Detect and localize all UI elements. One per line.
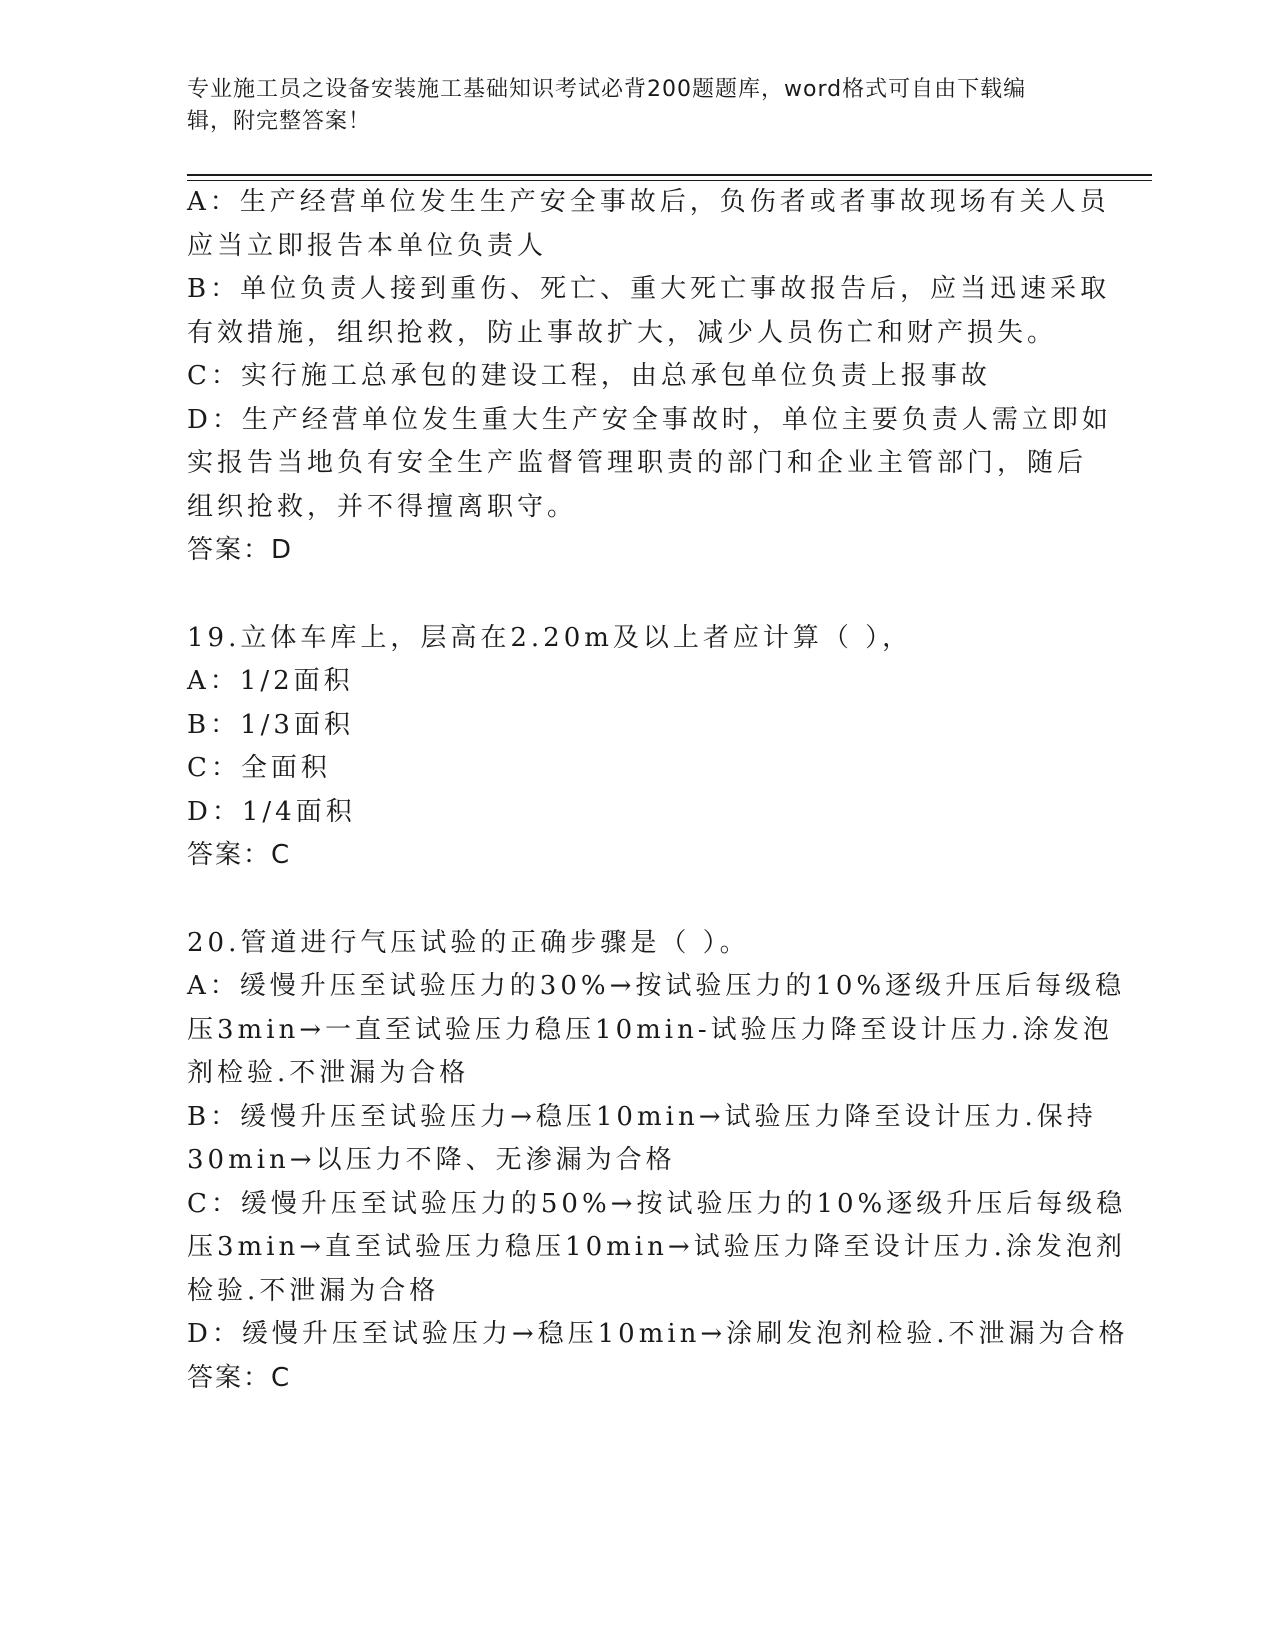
header-divider-thick xyxy=(187,174,1152,176)
q19-option-a: A：1/2面积 xyxy=(187,666,354,696)
header-divider-thin xyxy=(187,180,1152,181)
q18-option-d-line3: 组织抢救，并不得擅离职守。 xyxy=(187,492,578,522)
q18-option-b-line1: B：单位负责人接到重伤、死亡、重大死亡事故报告后，应当迅速采取 xyxy=(187,274,1111,304)
q18-option-a-line1: A：生产经营单位发生生产安全事故后，负伤者或者事故现场有关人员 xyxy=(187,187,1110,217)
q19-stem: 19.立体车库上，层高在2.20m及以上者应计算（ ）， xyxy=(187,623,913,653)
q19-option-b: B：1/3面积 xyxy=(187,710,354,740)
q18-option-b-line2: 有效措施，组织抢救，防止事故扩大，减少人员伤亡和财产损失。 xyxy=(187,318,1058,348)
q20-option-b-line2: 30min→以压力不降、无渗漏为合格 xyxy=(187,1145,676,1175)
q20-option-b-line1: B：缓慢升压至试验压力→稳压10min→试验压力降至设计压力.保持 xyxy=(187,1102,1097,1132)
q20-option-c-line1: C：缓慢升压至试验压力的50%→按试验压力的10%逐级升压后每级稳 xyxy=(187,1189,1127,1219)
q20-answer: 答案：C xyxy=(187,1363,292,1393)
q20-option-c-line2: 压3min→直至试验压力稳压10min→试验压力降至设计压力.涂发泡剂 xyxy=(187,1232,1126,1262)
q20-option-d-line1: D：缓慢升压至试验压力→稳压10min→涂刷发泡剂检验.不泄漏为合格 xyxy=(187,1319,1129,1349)
q19-option-c: C：全面积 xyxy=(187,753,331,783)
q18-option-d-line1: D：生产经营单位发生重大生产安全事故时，单位主要负责人需立即如 xyxy=(187,405,1112,435)
q20-option-a-line2: 压3min→一直至试验压力稳压10min-试验压力降至设计压力.涂发泡 xyxy=(187,1015,1113,1045)
q18-option-a-line2: 应当立即报告本单位负责人 xyxy=(187,231,548,261)
q18-answer: 答案：D xyxy=(187,535,294,565)
q18-option-d-line2: 实报告当地负有安全生产监督管理职责的部门和企业主管部门，随后 xyxy=(187,448,1088,478)
q20-option-a-line1: A：缓慢升压至试验压力的30%→按试验压力的10%逐级升压后每级稳 xyxy=(187,971,1126,1001)
q20-option-a-line3: 剂检验.不泄漏为合格 xyxy=(187,1058,470,1088)
q20-option-c-line3: 检验.不泄漏为合格 xyxy=(187,1276,440,1306)
page-header-title: 专业施工员之设备安装施工基础知识考试必背200题题库，word格式可自由下载编辑，附完整答案！ xyxy=(187,77,1027,134)
q19-answer: 答案：C xyxy=(187,840,292,870)
q19-option-d: D：1/4面积 xyxy=(187,797,356,827)
q18-option-c-line1: C：实行施工总承包的建设工程，由总承包单位负责上报事故 xyxy=(187,361,991,391)
q20-stem: 20.管道进行气压试验的正确步骤是（ ）。 xyxy=(187,928,750,958)
